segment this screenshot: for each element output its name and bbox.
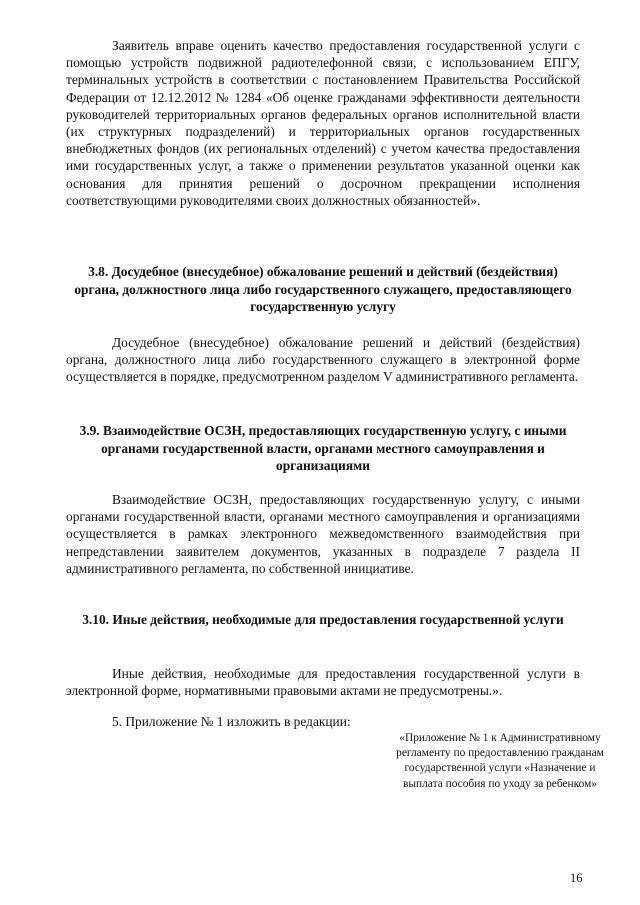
- paragraph-appeal: Досудебное (внесудебное) обжалование решений и действий (бездействия) органа, должностного лица либо государственного служащего в электронной форме осуществляется в порядке, предусмотренном разделом V административного регламента.: [66, 335, 580, 385]
- page-number: 16: [570, 871, 583, 885]
- appendix-header-block: «Приложение № 1 к Административному регламенту по предоставлению гражданам государственной услуги «Назначение и выплата пособия по уходу за ребенком»: [396, 732, 604, 790]
- section-heading-3-8: 3.8. Досудебное (внесудебное) обжалование решений и действий (бездействия) органа, должностного лица либо государственного служащего, предоставляющего государственную услугу: [74, 264, 572, 315]
- section-heading-3-9: 3.9. Взаимодействие ОСЗН, предоставляющих государственную услугу, с иными органами государственной власти, органами местного самоуправления и организациями: [79, 423, 567, 474]
- paragraph-other-actions: Иные действия, необходимые для предоставления государственной услуги в электронной форме, нормативными правовыми актами не предусмотрены.».: [66, 666, 580, 699]
- paragraph-appendix-instruction: 5. Приложение № 1 изложить в редакции:: [112, 714, 351, 729]
- paragraph-quality-assessment: Заявитель вправе оценить качество предоставления государственной услуги с помощью устройств подвижной радиотелефонной связи, с использованием ЕПГУ, терминальных устройств в соответствии с постановлением Правительства Российской Федерации от 12.12.2012 № 1284 «Об оценке гражданами эффективности деятельности руководителей территориальных органов федеральных органов исполнительной власти (их структурных подразделений) и территориальных органов государственных внебюджетных фондов (их региональных отделений) с учетом качества предоставления ими государственных услуг, а также о применении результатов указанной оценки как основания для принятия решений о досрочном прекращении исполнения соответствующими руководителями своих должностных обязанностей».: [66, 38, 580, 208]
- paragraph-interaction: Взаимодействие ОСЗН, предоставляющих государственную услугу, с иными органами государственной власти, органами местного самоуправления и организациями осуществляется в рамках электронного межведомственного взаимодействия при непредставлении заявителем документов, указанных в подразделе 7 раздела II административного регламента, по собственной инициативе.: [66, 492, 580, 576]
- section-heading-3-10: 3.10. Иные действия, необходимые для предоставления государственной услуги: [82, 612, 564, 627]
